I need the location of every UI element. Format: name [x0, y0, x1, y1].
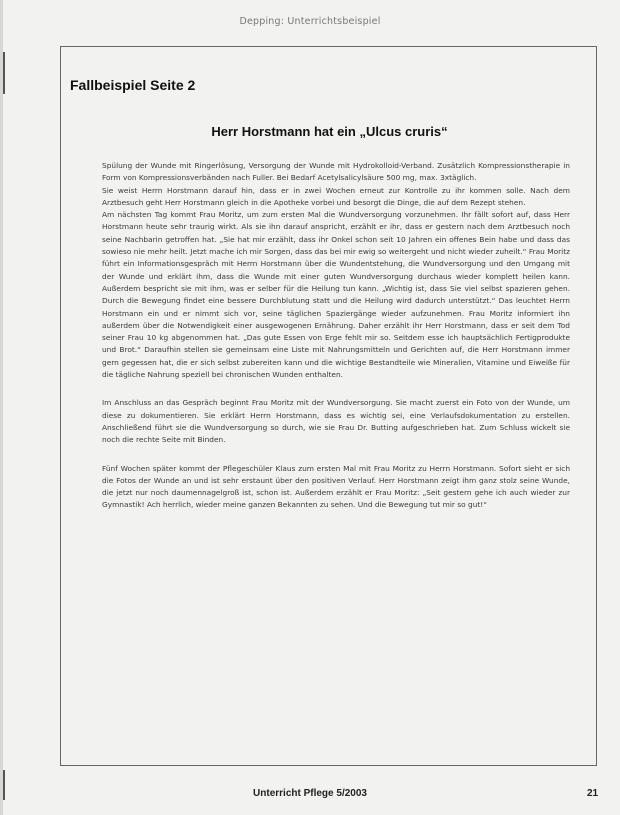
paragraph-prescription: Spülung der Wunde mit Ringerlösung, Versorgung der Wunde mit Hydrokolloid-Verband. Zusätzlich Kompressionstherapie in Form von Kompressionsverbänden nach Fuller. Bei Bedarf Acetylsalicylsäure 500 mg, max. 3xtäglich.: [102, 161, 570, 183]
case-heading: Fallbeispiel Seite 2: [70, 77, 196, 93]
article-body: [102, 160, 570, 512]
scan-edge: [0, 0, 3, 815]
scan-mark-top: [3, 52, 5, 94]
paragraph-five-weeks-later: Fünf Wochen später kommt der Pflegeschüler Klaus zum ersten Mal mit Frau Moritz zu Herrn Horstmann. Sofort sieht er sich die Fotos der Wunde an und ist sehr erstaunt über den positiven Verlauf. Herr Horstmann zeigt ihm ganz stolz seine Wunde, die jetzt nur noch daumennagelgroß ist, schon ist. Außerdem erzählt er Frau Moritz: „Seit gestern gehe ich auch wieder zur Gymnastik! Ach herrlich, wieder meine ganzen Bekannten zu sehen. Und die Bewegung tut mir so gut!“: [102, 463, 570, 510]
running-head: Depping: Unterrichtsbeispiel: [239, 16, 381, 27]
footer-page-number: 21: [587, 788, 599, 799]
paragraph-first-visit: Am nächsten Tag kommt Frau Moritz, um zum ersten Mal die Wundversorgung vorzunehmen. Ihr fällt sofort auf, dass Herr Horstmann heute sehr traurig wirkt. Als sie ihn darauf anspricht, erzählt er ihr, dass er gestern nach dem Arztbesuch noch seine Nachbarin getroffen hat. „Sie hat mir erzählt, dass ihr Onkel schon seit 10 Jahren ein offenes Bein habe und dass das sowieso nie mehr heilt. Jetzt mache ich mir Sorgen, dass das bei mir ewig so weitergeht und nicht wieder zuheilt.“ Frau Moritz führt ein Informationsgespräch mit Herrn Horstmann über die Wundentstehung, die Wundversorgung und den Umgang mit der Wunde und erklärt ihm, dass die Wunde mit einer guten Wundversorgung durchaus wieder komplett heilen kann. Außerdem bespricht sie mit ihm, was er selber für die Heilung tun kann. „Wichtig ist, dass Sie viel selbst spazieren gehen. Durch die Bewegung findet eine bessere Durchblutung statt und die Heilung wird dadurch unterstützt.“ Das leuchtet Herrn Horstmann ein und er nimmt sich vor, seine täglichen Spaziergänge wieder aufzunehmen. Frau Moritz informiert ihn außerdem über die Notwendigkeit einer ausgewogenen Ernährung. Daher erzählt ihr Herr Horstmann, dass er seit dem Tod seiner Frau 10 kg abgenommen hat. „Das gute Essen von Erge fehlt mir so. Seitdem esse ich hauptsächlich Fertigprodukte und Brot.“ Daraufhin stellen sie gemeinsam eine Liste mit Nahrungsmitteln und Gerichten auf, die Herr Horstmann immer gern gegessen hat, die er sich selbst zubereiten kann und die wichtige Bestandteile wie Mineralien, Vitamine und Eiweiße für die tägliche Nahrung speziell bei chronischen Wunden enthalten.: [102, 210, 570, 380]
paragraph-wound-care: Im Anschluss an das Gespräch beginnt Frau Moritz mit der Wundversorgung. Sie macht zuerst ein Foto von der Wunde, um diese zu dokumentieren. Sie erklärt Herrn Horstmann, dass es wichtig sei, eine Verlaufsdokumentation zu erstellen. Anschließend führt sie die Wundversorgung so durch, wie sie Frau Dr. Butting aufgeschrieben hat. Zum Schluss wickelt sie noch die rechte Seite mit Binden.: [102, 398, 570, 445]
paragraph-followup: Sie weist Herrn Horstmann darauf hin, dass er in zwei Wochen erneut zur Kontrolle zu ihr kommen solle. Nach dem Arztbesuch geht Herr Horstmann gleich in die Apotheke vorbei und besorgt die Dinge, die auf dem Rezept stehen.: [102, 185, 570, 207]
article-title: Herr Horstmann hat ein „Ulcus cruris“: [211, 124, 448, 139]
footer-journal: Unterricht Pflege 5/2003: [253, 788, 367, 799]
